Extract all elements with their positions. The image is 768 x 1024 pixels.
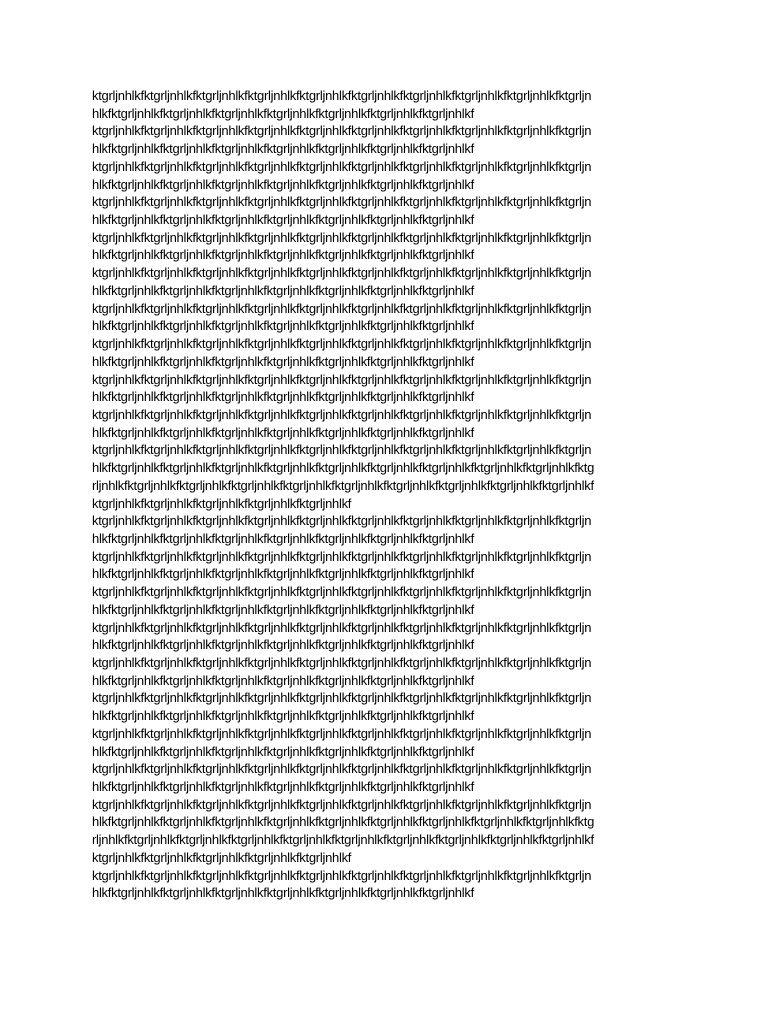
text-line: rljnhlkfktgrljnhlkfktgrljnhlkfktgrljnhlkfktgrljnhlkfktgrljnhlkfktgrljnhlkfktgrljnhlkfktgrljnhlkfktgrljnhlkf (92, 477, 594, 493)
text-line: hlkfktgrljnhlkfktgrljnhlkfktgrljnhlkfktgrljnhlkfktgrljnhlkfktgrljnhlkfktgrljnhlkf (92, 424, 474, 440)
text-line: hlkfktgrljnhlkfktgrljnhlkfktgrljnhlkfktgrljnhlkfktgrljnhlkfktgrljnhlkfktgrljnhlkf (92, 743, 474, 759)
text-line: hlkfktgrljnhlkfktgrljnhlkfktgrljnhlkfktgrljnhlkfktgrljnhlkfktgrljnhlkfktgrljnhlkf (92, 708, 474, 724)
text-line: ktgrljnhlkfktgrljnhlkfktgrljnhlkfktgrljnhlkfktgrljnhlkfktgrljnhlkfktgrljnhlkfktgrljnhlkfktgrljnhlkfktgrljn (92, 442, 592, 458)
document-body-text (92, 87, 692, 902)
text-line: ktgrljnhlkfktgrljnhlkfktgrljnhlkfktgrljnhlkfktgrljnhlkfktgrljnhlkfktgrljnhlkfktgrljnhlkfktgrljnhlkfktgrljn (92, 655, 592, 670)
text-line: ktgrljnhlkfktgrljnhlkfktgrljnhlkfktgrljnhlkfktgrljnhlkfktgrljnhlkfktgrljnhlkfktgrljnhlkfktgrljnhlkfktgrljn (92, 229, 592, 245)
text-line: hlkfktgrljnhlkfktgrljnhlkfktgrljnhlkfktgrljnhlkfktgrljnhlkfktgrljnhlkfktgrljnhlkf (92, 247, 474, 263)
text-line: ktgrljnhlkfktgrljnhlkfktgrljnhlkfktgrljnhlkfktgrljnhlkfktgrljnhlkfktgrljnhlkfktgrljnhlkfktgrljnhlkfktgrljn (92, 513, 592, 529)
text-line: hlkfktgrljnhlkfktgrljnhlkfktgrljnhlkfktgrljnhlkfktgrljnhlkfktgrljnhlkfktgrljnhlkf (92, 389, 474, 405)
text-line: ktgrljnhlkfktgrljnhlkfktgrljnhlkfktgrljnhlkfktgrljnhlkfktgrljnhlkfktgrljnhlkfktgrljnhlkfktgrljnhlkfktgrljn (92, 336, 592, 352)
text-line: hlkfktgrljnhlkfktgrljnhlkfktgrljnhlkfktgrljnhlkfktgrljnhlkfktgrljnhlkfktgrljnhlkf (92, 318, 474, 334)
text-line: ktgrljnhlkfktgrljnhlkfktgrljnhlkfktgrljnhlkfktgrljnhlkfktgrljnhlkfktgrljnhlkfktgrljnhlkfktgrljnhlkfktgrljn (92, 406, 592, 422)
text-line: hlkfktgrljnhlkfktgrljnhlkfktgrljnhlkfktgrljnhlkfktgrljnhlkfktgrljnhlkfktgrljnhlkf (92, 601, 474, 617)
text-line: ktgrljnhlkfktgrljnhlkfktgrljnhlkfktgrljnhlkfktgrljnhlkfktgrljnhlkfktgrljnhlkfktgrljnhlkfktgrljnhlkfktgrljn (92, 371, 592, 387)
text-line: hlkfktgrljnhlkfktgrljnhlkfktgrljnhlkfktgrljnhlkfktgrljnhlkfktgrljnhlkfktgrljnhlkf (92, 212, 474, 228)
text-line: hlkfktgrljnhlkfktgrljnhlkfktgrljnhlkfktgrljnhlkfktgrljnhlkfktgrljnhlkfktgrljnhlkfktgrljnhlkfktgrljnhlkfktg (92, 814, 595, 830)
text-line: ktgrljnhlkfktgrljnhlkfktgrljnhlkfktgrljnhlkfktgrljnhlkf (92, 849, 352, 865)
text-line: ktgrljnhlkfktgrljnhlkfktgrljnhlkfktgrljnhlkfktgrljnhlkfktgrljnhlkfktgrljnhlkfktgrljnhlkfktgrljnhlkfktgrljn (92, 725, 592, 741)
text-line: ktgrljnhlkfktgrljnhlkfktgrljnhlkfktgrljnhlkfktgrljnhlkfktgrljnhlkfktgrljnhlkfktgrljnhlkfktgrljnhlkfktgrljn (92, 867, 592, 883)
text-line: hlkfktgrljnhlkfktgrljnhlkfktgrljnhlkfktgrljnhlkfktgrljnhlkfktgrljnhlkfktgrljnhlkf (92, 566, 474, 582)
text-line: ktgrljnhlkfktgrljnhlkfktgrljnhlkfktgrljnhlkfktgrljnhlkfktgrljnhlkfktgrljnhlkfktgrljnhlkfktgrljnhlkfktgrljn (92, 158, 592, 174)
text-line: ktgrljnhlkfktgrljnhlkfktgrljnhlkfktgrljnhlkfktgrljnhlkfktgrljnhlkfktgrljnhlkfktgrljnhlkfktgrljnhlkfktgrljn (92, 584, 592, 600)
text-line: hlkfktgrljnhlkfktgrljnhlkfktgrljnhlkfktgrljnhlkfktgrljnhlkfktgrljnhlkfktgrljnhlkfktgrljnhlkfktgrljnhlkfktg (92, 460, 595, 476)
text-line: ktgrljnhlkfktgrljnhlkfktgrljnhlkfktgrljnhlkfktgrljnhlkfktgrljnhlkfktgrljnhlkfktgrljnhlkfktgrljnhlkfktgrljn (92, 123, 592, 139)
text-line: ktgrljnhlkfktgrljnhlkfktgrljnhlkfktgrljnhlkfktgrljnhlkfktgrljnhlkfktgrljnhlkfktgrljnhlkfktgrljnhlkfktgrljn (92, 300, 592, 316)
text-line: ktgrljnhlkfktgrljnhlkfktgrljnhlkfktgrljnhlkfktgrljnhlkf (92, 495, 352, 511)
text-line: hlkfktgrljnhlkfktgrljnhlkfktgrljnhlkfktgrljnhlkfktgrljnhlkfktgrljnhlkfktgrljnhlkf (92, 530, 474, 546)
text-line: hlkfktgrljnhlkfktgrljnhlkfktgrljnhlkfktgrljnhlkfktgrljnhlkfktgrljnhlkfktgrljnhlkf (92, 637, 474, 653)
text-line: hlkfktgrljnhlkfktgrljnhlkfktgrljnhlkfktgrljnhlkfktgrljnhlkfktgrljnhlkfktgrljnhlkf (92, 779, 474, 795)
text-line: ktgrljnhlkfktgrljnhlkfktgrljnhlkfktgrljnhlkfktgrljnhlkfktgrljnhlkfktgrljnhlkfktgrljnhlkfktgrljnhlkfktgrljn (92, 265, 592, 281)
text-line: hlkfktgrljnhlkfktgrljnhlkfktgrljnhlkfktgrljnhlkfktgrljnhlkfktgrljnhlkfktgrljnhlkf (92, 176, 474, 192)
text-line: hlkfktgrljnhlkfktgrljnhlkfktgrljnhlkfktgrljnhlkfktgrljnhlkfktgrljnhlkfktgrljnhlkf (92, 885, 474, 901)
text-line: ktgrljnhlkfktgrljnhlkfktgrljnhlkfktgrljnhlkfktgrljnhlkfktgrljnhlkfktgrljnhlkfktgrljnhlkfktgrljnhlkfktgrljn (92, 88, 592, 103)
text-line: hlkfktgrljnhlkfktgrljnhlkfktgrljnhlkfktgrljnhlkfktgrljnhlkfktgrljnhlkfktgrljnhlkf (92, 105, 474, 121)
text-line: ktgrljnhlkfktgrljnhlkfktgrljnhlkfktgrljnhlkfktgrljnhlkfktgrljnhlkfktgrljnhlkfktgrljnhlkfktgrljnhlkfktgrljn (92, 194, 592, 210)
text-line: ktgrljnhlkfktgrljnhlkfktgrljnhlkfktgrljnhlkfktgrljnhlkfktgrljnhlkfktgrljnhlkfktgrljnhlkfktgrljnhlkfktgrljn (92, 619, 592, 635)
text-line: ktgrljnhlkfktgrljnhlkfktgrljnhlkfktgrljnhlkfktgrljnhlkfktgrljnhlkfktgrljnhlkfktgrljnhlkfktgrljnhlkfktgrljn (92, 761, 592, 777)
text-line: ktgrljnhlkfktgrljnhlkfktgrljnhlkfktgrljnhlkfktgrljnhlkfktgrljnhlkfktgrljnhlkfktgrljnhlkfktgrljnhlkfktgrljn (92, 796, 592, 812)
text-line: hlkfktgrljnhlkfktgrljnhlkfktgrljnhlkfktgrljnhlkfktgrljnhlkfktgrljnhlkfktgrljnhlkf (92, 282, 474, 298)
text-line: ktgrljnhlkfktgrljnhlkfktgrljnhlkfktgrljnhlkfktgrljnhlkfktgrljnhlkfktgrljnhlkfktgrljnhlkfktgrljnhlkfktgrljn (92, 690, 592, 706)
text-line: rljnhlkfktgrljnhlkfktgrljnhlkfktgrljnhlkfktgrljnhlkfktgrljnhlkfktgrljnhlkfktgrljnhlkfktgrljnhlkfktgrljnhlkf (92, 832, 594, 848)
text-line: ktgrljnhlkfktgrljnhlkfktgrljnhlkfktgrljnhlkfktgrljnhlkfktgrljnhlkfktgrljnhlkfktgrljnhlkfktgrljnhlkfktgrljn (92, 548, 592, 564)
text-line: hlkfktgrljnhlkfktgrljnhlkfktgrljnhlkfktgrljnhlkfktgrljnhlkfktgrljnhlkfktgrljnhlkf (92, 672, 474, 688)
text-line: hlkfktgrljnhlkfktgrljnhlkfktgrljnhlkfktgrljnhlkfktgrljnhlkfktgrljnhlkfktgrljnhlkf (92, 141, 474, 157)
text-line: hlkfktgrljnhlkfktgrljnhlkfktgrljnhlkfktgrljnhlkfktgrljnhlkfktgrljnhlkfktgrljnhlkf (92, 353, 474, 369)
